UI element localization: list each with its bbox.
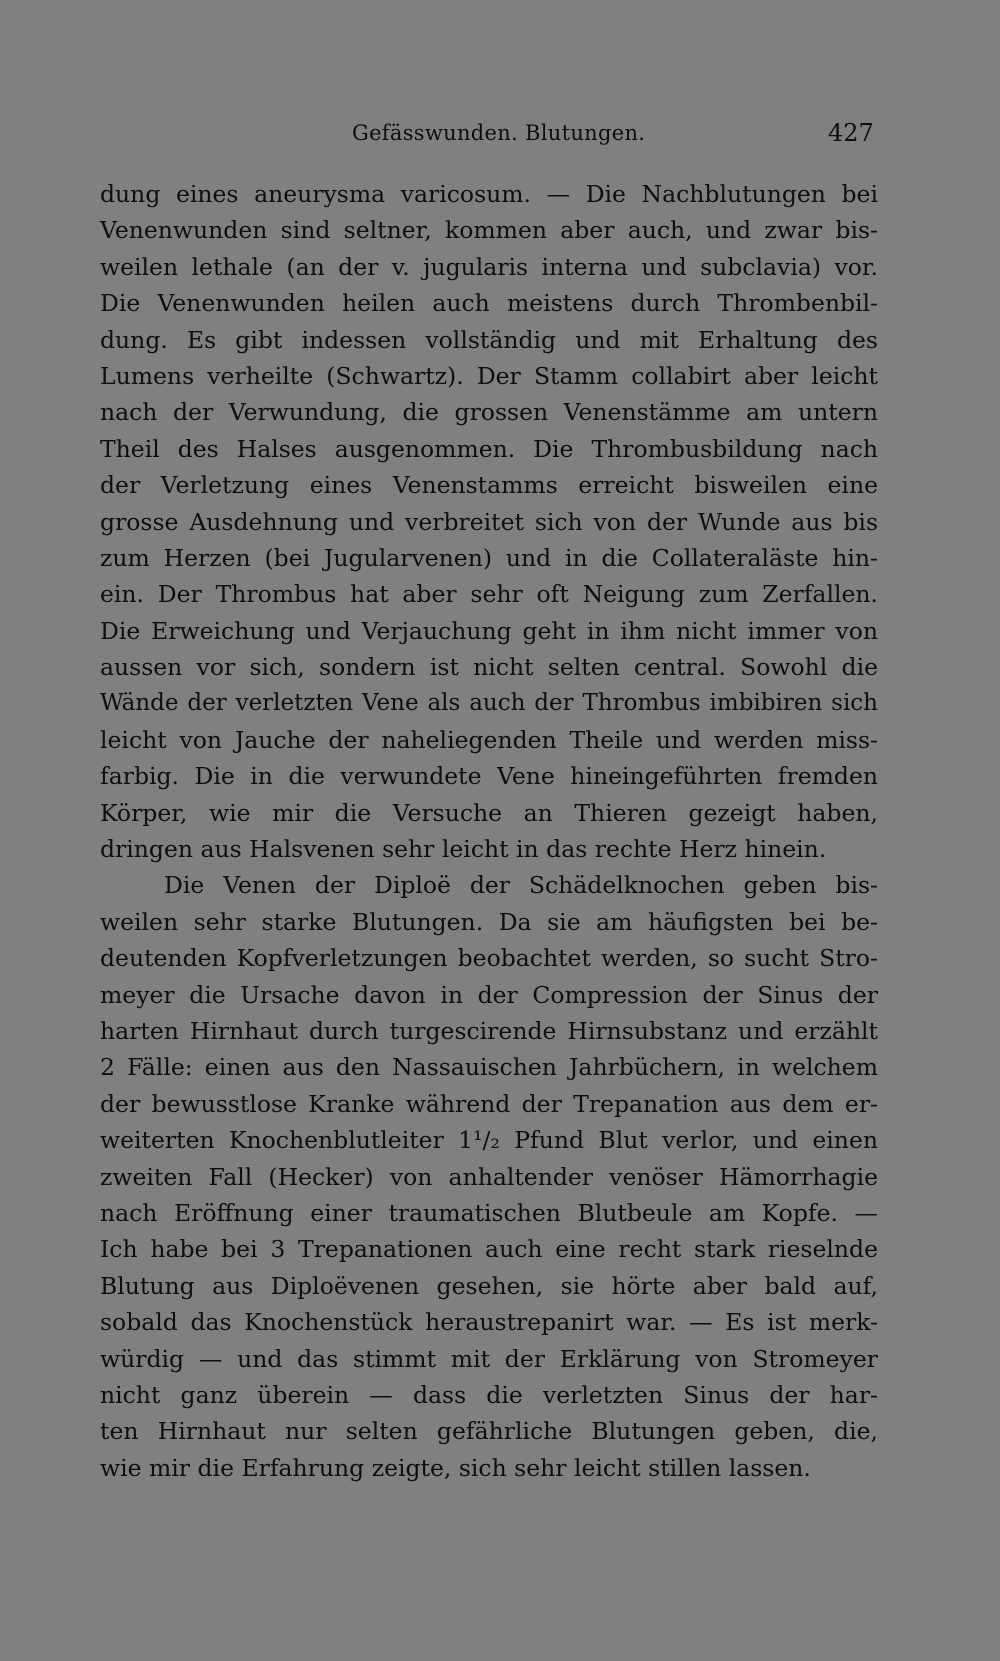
text-line: Körper, wie mir die Versuche an Thieren gezeigt haben, <box>100 798 878 827</box>
text-line: nicht ganz überein — dass die verletzten Sinus der har- <box>100 1380 878 1409</box>
text-line: weilen lethale (an der v. jugularis interna und subclavia) vor. <box>100 252 878 281</box>
text-line: aussen vor sich, sondern ist nicht selten central. Sowohl die <box>100 653 878 682</box>
text-line: der bewusstlose Kranke während der Trepanation aus dem er- <box>100 1089 878 1118</box>
text-line: Venenwunden sind seltner, kommen aber auch, und zwar bis- <box>100 216 878 245</box>
text-line: Die Venenwunden heilen auch meistens durch Thrombenbil- <box>100 289 878 318</box>
text-line: Theil des Halses ausgenommen. Die Thrombusbildung nach <box>100 434 878 463</box>
text-line: Die Erweichung und Verjauchung geht in ihm nicht immer von <box>100 616 878 645</box>
text-line: harten Hirnhaut durch turgescirende Hirnsubstanz und erzählt <box>100 1016 878 1045</box>
running-head <box>0 121 1000 151</box>
text-line: Blutung aus Diploëvenen gesehen, sie hörte aber bald auf, <box>100 1271 878 1300</box>
text-line: Lumens verheilte (Schwartz). Der Stamm collabirt aber leicht <box>100 361 878 390</box>
text-line: zum Herzen (bei Jugularvenen) und in die Collateraläste hin- <box>100 543 878 572</box>
text-line: meyer die Ursache davon in der Compression der Sinus der <box>100 980 878 1009</box>
text-line: grosse Ausdehnung und verbreitet sich von der Wunde aus bis <box>100 507 878 536</box>
body-text <box>100 176 878 1486</box>
text-line: nach Eröffnung einer traumatischen Blutbeule am Kopfe. — <box>100 1198 878 1227</box>
text-line: würdig — und das stimmt mit der Erklärung von Stromeyer <box>100 1344 878 1373</box>
text-line: deutenden Kopfverletzungen beobachtet werden, so sucht Stro- <box>100 944 878 973</box>
text-line: sobald das Knochenstück heraustrepanirt war. — Es ist merk- <box>100 1308 878 1337</box>
text-line-paragraph-start: Die Venen der Diploë der Schädelknochen geben bis- <box>164 871 878 900</box>
page-number: 427 <box>828 119 874 147</box>
text-line: dung. Es gibt indessen vollständig und mit Erhaltung des <box>100 325 878 354</box>
text-line: leicht von Jauche der naheliegenden Theile und werden miss- <box>100 725 878 754</box>
text-line: weilen sehr starke Blutungen. Da sie am häufigsten bei be- <box>100 907 878 936</box>
text-line: weiterten Knochenblutleiter 1¹/₂ Pfund Blut verlor, und einen <box>100 1126 878 1155</box>
text-line: ein. Der Thrombus hat aber sehr oft Neigung zum Zerfallen. <box>100 580 878 609</box>
text-line-paragraph-end: dringen aus Halsvenen sehr leicht in das rechte Herz hinein. <box>100 835 827 864</box>
text-line: ten Hirnhaut nur selten gefährliche Blutungen geben, die, <box>100 1417 878 1446</box>
text-line: der Verletzung eines Venenstamms erreicht bisweilen eine <box>100 471 878 500</box>
text-line: farbig. Die in die verwundete Vene hineingeführten fremden <box>100 762 878 791</box>
text-line: nach der Verwundung, die grossen Venenstämme am untern <box>100 398 878 427</box>
text-line: dung eines aneurysma varicosum. — Die Nachblutungen bei <box>100 180 878 208</box>
text-line: Wände der verletzten Vene als auch der Thrombus imbibiren sich <box>100 690 878 717</box>
text-line: Ich habe bei 3 Trepanationen auch eine recht stark rieselnde <box>100 1235 878 1264</box>
text-line-paragraph-end: wie mir die Erfahrung zeigte, sich sehr leicht stillen lassen. <box>100 1453 811 1482</box>
text-line: zweiten Fall (Hecker) von anhaltender venöser Hämorrhagie <box>100 1162 878 1191</box>
running-title: Gefässwunden. Blutungen. <box>352 121 646 145</box>
text-line: 2 Fälle: einen aus den Nassauischen Jahrbüchern, in welchem <box>100 1053 878 1082</box>
